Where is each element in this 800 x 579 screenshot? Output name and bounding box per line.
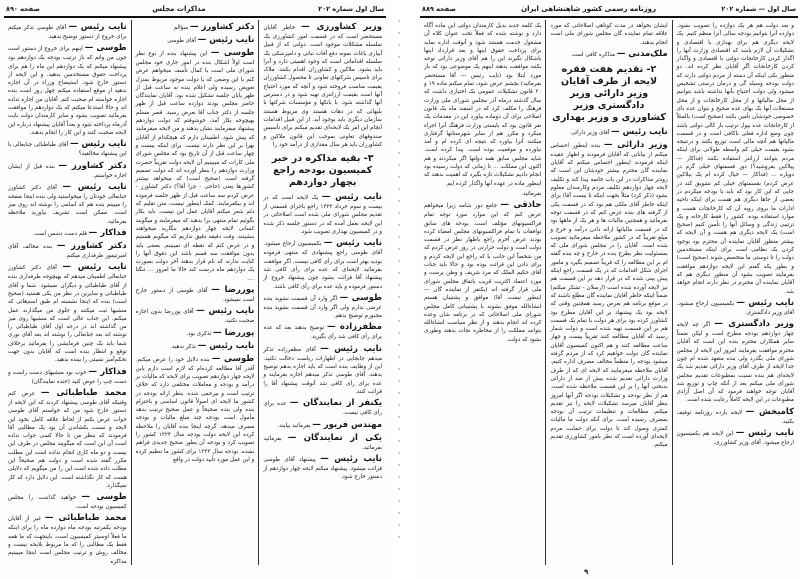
speech-text: آقای وزیر دارائی: [570, 129, 610, 136]
speech-paragraph: [263, 433, 382, 452]
speech-text: و بعد دولت هم هر یک دوازده را تصویب بشود. دوازده آنرا بتوانیم بودجه سالی آنرا منظم کنیم. یک لایحه دیگری هم برای بهداری با اقتصادی و تشکیلات آن لازم باشد که اقتصادی وزارت آنها را اگذار کردن کارخانجات دولتی با اقتصادی و واگذار کردن کارخانجات اگر آقایان نظر کرده اند. دو منظور یکی اینکه آن دسته از مردم دولتی دارند که دولت بودجه وسیله گی و درمان درستی تشخیص میشود ولی دولت احتیاج بآنها نداشته باشد بتوانیم از محل مالیاتها و از محل کارخانجات و از محل مستغلات آنها یک بهای عده صحیح و بتوان عده بای خصوصی خودشان تأمین بکنند (صحیح است) بالمثلاً از کارخانجات عده بپول ترتیب بار کالی دولتی باشد چون وضع اداره فعلی ناکافی است و در قسمت مالیاتها هم آنچه مالی است توزیع بکنند و درنتیجه بشود بقیمت خیلی کم واسطه طولانی برای اینکه مردم بتوانند ارزانتر استفاده بکنند (فداکار — پیلاکین بفروشید؟) دور قسمتهای خیلی گرم در دوپاره ... (فداکار — خیال کرده ام یک بیلاکین عرض کردم) بقسمتهای خیلی کم تشویق کند در جایی که این کار بود که باید با بودجه میکردم در بعضی از جاها دیگری هم هست برای اینکه ناحیه ادارات ما بروی رویه آن که کارخانجات هست و موارد استفاده بوده. کشور را فقط کارخانه و یک ترتیبی زندگی و وسائل آنها را تأمین کنیم (صحیح است) یک لایحه دیگری هم هست و آن لایحه که بیشتر منظور آقایان نماینده آن محترم بود بوجود کردن یک نظامی است برای اینکه مستخدمین دولت را تا دوستی ما متخصص شوند (صحیح است) و بطور یکه گفتم این لایحه دوازدهم موافقت بفرمایند تصویب بشود آن منظور دیگری هم که آقایان نماینده آن محترم در نظر دارند انجام خواهد شد.: [676, 23, 794, 295]
speaker-name: محمد طباطبائی —: [44, 513, 127, 524]
speech-text: بکمیسیون ارجاع میشود. آقای طوسی راجع پیشنهادی که منتهی فرموده بودید بهتر است برای رأی کافی نیست. اگر موافقت بفرمائید لایحه‌ای که عده برای رأی کافی شد پیشنهاد آقا قرائت بشود چون پیشنهاد خروج از دستور فرموده و باید عده برای رأی کافی باشد.: [263, 241, 382, 290]
speaker-name: نایب رئیس —: [197, 35, 255, 45]
speaker-name: مهندس فریور —: [312, 419, 382, 430]
speech-text: پیشنهاد آقای طوسی قرائت میشود. پیشنهاد میکنم لایحه چهار دوازدهم از دستور خارج شود.: [263, 456, 382, 481]
speech-text: خوب بود منشیهای دست راست و دست چپ را عوض کنید (خنده نمایندگان): [7, 369, 127, 385]
speech-text: آقای دکتر کشاورز جنابعالی اطمینان میدهم که بهیچوجه طرفداری بنده از آقای طباطبائی و دیگران نمیشود. شما و آقای طباطبائی و سایرین در نظر من یکی هستید (صحیح است) بنده که اینجا نشسته ام طبق اسم‌هائی که منشیها ثبت میکنند و جلوی من میگذارند عمل میکنم. این جناب عالی است که منشیها روی میز من گذاشته اند در درجه اول آقای طباطبائی را نوشته اند بعد جنابعالی را نوشته اند بعد آقای نوری شما باید یک چنین فرمایشی را بفرمائید برخلاف توقع و انتظار بنده است که آقایان بدون جهت تحکم‌آمیز نسبتی را بینده بدهید.: [7, 265, 127, 364]
speech-paragraph: [8, 492, 127, 511]
agenda-heading: ۳- بقیه مذاکره در خبر کمیسیون بودجه راجع بچهار دوازدهم: [271, 153, 374, 189]
speaker-name: نایب رئیس —: [68, 22, 127, 32]
left-running-header: [6, 3, 384, 15]
speech-paragraph: [136, 35, 255, 46]
page-gutter: [388, 0, 416, 579]
speech-paragraph: [8, 513, 127, 565]
speech-paragraph: [8, 139, 127, 158]
speech-text: آقای طوسی تذکر میکنم برای خروج از دستور توضیح بدهید.: [7, 25, 127, 40]
speech-text: بکمیسیون ارجاع میشود. آقای وزیر دادگستری.: [676, 300, 794, 316]
text-column: [673, 20, 798, 565]
speaker-name: نایب رئیس —: [196, 306, 255, 317]
speech-text: یک کلمه جدید بدیل کارمندان دولتی این ماده آگاه دارد و نوشته شده که فعلاً تحت عنوان کلاه آن مشغول خدمت هستند شود و آنوقت اداره نماید برای پرداخت حقوق اینها و بعد قرارداد اینها باشکال نگیرند این را هم آقای وزیر دارائی توجه بکنند موافقت بدهند اینهم یک موضوعی بود که باز مورد ابتلا بود (نایب رئیس — آقا مستحضر بفرمائید) بچشم عرض شود، تمام میکنم ماده ۱۹ و ۲۰ قانون تشکیلات عمومی یک اختیاری داشت که سال گذشته درماه آذر مجلس شورای ملی وزارت فرهنگ را مکلف کرد که در اسفند ماه یک قانون اصلاحی برای آن دوماده بیاورد این در مقدمات یک نفر قانون بود که بایستی وزارت فرهنگ آنرا اجراء میکرد و مکرر هم از سایر شهرستانها گرفتاری میکنند آنرا بیاورد که نتیجه ای کرده ام و آمد نیاورده و موقعیت بوده است. پیدا کرده است. شاید مجلس سابق همه دولتها اگر میکردند و هم اکنون این مملکت ... تا زمانی که دولت رسیده بود انجام دادیم تشکیلات تازه بگیرد که اهمیت بدهند که اینطور ماده در عهده آنها واگذار کرده ایم.: [424, 23, 542, 187]
speech-text: بنده مخالف آقای امیرتیمور طرفداری میکنم.: [7, 244, 127, 260]
speech-paragraph: [8, 22, 127, 41]
text-column: [259, 20, 386, 565]
speech-paragraph: [136, 48, 255, 283]
speaker-name: دکتر کشاورز —: [58, 160, 127, 171]
speech-paragraph: [677, 319, 794, 405]
speech-text: بنده دلایل خود را عرض میکنم. آقدر آقا مطالعه کرده‌ام که لازم است دارم باین لایحه چهار دوازدهم تصویب برای لایحه که مالیات بر درآمد و بودجه و معاملات مختلفی دارد که خلاف ترتیب است و بیرحمی شده. بنظر ارائه بودجه در کشور ما لایحه ای اصولاً قانون اساسی و باحترام بنده ولی بنده صحیحاً و عمل صحیح ترتیب بدهد مأمول است بودجه چند مبلغ مالیات و بودجه مصرف میدهد. گرچه اینجا بنده آقایان را ملاحظه کرده این لایحه دولت بودجه سال ۱۳۲۴ کشور را تصویب کرد و بودجه آن بطور صحیح جدیدی فراهم نشده. بودجه سال ۱۳۲۳ برای کشور ما تنظیم کرده و این عمل مورد تأیید دولت در واقع: [135, 356, 255, 463]
speech-text: آقای طوسی: [167, 38, 196, 44]
speech-paragraph: [8, 367, 127, 386]
speaker-name: نایب رئیس —: [735, 428, 795, 439]
text-paragraph: [424, 190, 541, 198]
speech-text: آقای طوسی از دستور خارج است نمیشود.: [135, 288, 255, 304]
left-columns: [4, 20, 386, 565]
speech-text: غیر از آقایان بودجه یکمرتبه بودجه ماه دوازده ماه را برای اینکه ما فعلاً اوسیتر کمیسیون است. باینجهت که ما همه فقط یک مطالبی را که ما مربوط بلایحه نیست و مخالف روش و ترتیب مجلس است اینجا میبینیم مذاکره: [7, 516, 127, 565]
speech-text: آقای مظفرزاده تذکر میدهم جابجایی در اظهارات ریاست دخالت نکنید. این از وظایف بنده است که باید اجازه بدهم توضیح بدهند. آقای طوسی تذکر میدهم اجازه بفرمایند و عده برای رأی کافی شد آنوقت پیشنهاد آقا را قرائت کنند.: [263, 346, 382, 395]
text-column: [132, 20, 260, 565]
speech-paragraph: [8, 43, 127, 137]
speaker-name: نایب رئیس —: [197, 340, 255, 351]
speech-paragraph: [136, 22, 255, 33]
speaker-name: نایب رئیس —: [321, 192, 383, 203]
right-columns: [420, 20, 798, 565]
speaker-name: کامبخش —: [745, 406, 795, 417]
left-page-label: صفحه ۸۹۰: [6, 5, 40, 13]
right-page: [416, 0, 800, 579]
speech-text: خواهید گذاشت را مجلس کمیسیون بودجه است.: [7, 495, 127, 511]
speech-paragraph: [136, 306, 255, 325]
speech-paragraph: [136, 341, 255, 352]
speaker-name: نایب رئیس —: [736, 297, 795, 308]
speech-paragraph: [136, 328, 255, 339]
text-paragraph: [550, 22, 667, 47]
speech-text: تذکر ندهید.: [170, 343, 196, 350]
header-rule: [420, 16, 798, 18]
speech-paragraph: [550, 140, 667, 450]
agenda-heading: ۲- تقدیم هفت فقره لایحه از طرف آقایان وزیر دارائی وزیر دادگستری وزیر کشاورزی و وزیر بهداری: [552, 63, 666, 123]
right-page-label: صفحه ۸۸۹: [422, 5, 456, 13]
speech-text: بفرمائید.: [521, 190, 542, 197]
left-section-title: مذاکرات مجلس: [152, 5, 206, 13]
left-issue-label: سال اول شماره ۲۰۲: [318, 5, 384, 13]
speech-paragraph: [263, 420, 382, 431]
speech-text: این پیشنهاد بنده از نوع نظر است اولاً اشکال بنده در امور جاری خود مجلس شورای ملی است با کمال تأسف میخواهم عرض کنم با این وضعی که با دولت موجود مربوط بمنزل تعویض رسیده ولی اعلام بنده نه ساعت قبل از ظهر پایان جلسه تشکیل شده بود. آقایان نمایندگان حاضر مجلس بودند دوازده ساعت قبل از ظهر جلسه از دکتر جناب آقا بعرض رسید. قصر مسلم بهیچوجه بکار آمد، خوشوقتم که دولت دوازدهم پیشنهاد میفرمایند نشان بدهند و من لایحه میفرمایند که پیش شود. اطمینان دارم که هیچکدام از آقایان بهرا بر این نظر دارند نیست. برای اینکه بیست و چهار ساعت قبل از آن تاریخ بود که مجلس شورای ملی کارات که میبینیم آن لایحه دولت تقریباً حضرت وزارت دوازدهم را بنظر آورده اند که دولت تصمیم گرفته است (صحیح است) که میخواهد بیشتر کشورها یعنی (حاجی - چرا آقا؟) دکتر کشاورز - عرض کردم سه ساعت قبل از ظهر جلسه فرموده اند و بیکفرمایند. کمک اینطور نیست، متن تقلیم که دلم شعر میکنم آقایان عمل این نیست. باید بکار بگوئیم تمام منتهی برا بدهید که میفرمایند و میگویند کسانی لایحه چهار دوازدهم بنگارید میخواهند بنشینند. وقت دقیقه دقیق نداریم که میگویم هستیم و در عرض کنم که نقطه ای نمیبینم. بعضی باید بدون موافقت سه قسم باشد این دفوق آنها را کنایت ندارند که نام قرار بدهند آخر دولت بصورت یک دوازدهم ماه درست کند حالا ما امروز ... تنگنا ....: [135, 51, 255, 282]
speech-text: جامع دور شامه زیرا میخواهم عرض کنم که این موارد مورد توجه تمام فراکسیونهای مؤتلف است. بودجه های سابق توافقات با تمام فراکسیونهای مجلس امضاء کرده بودند عرض آخرم راجع باظهار نظر در قسمت دولت است و دولت حرارتی در روز عرض کردم که من شخصاً این جانب با که راجع این لایحه کردم و برای دادن این قرائت بوده بود و حالا باید جناب آقای حکیم الملک که مرد شریف و وطن پرست و مورد اعتماد اکثریت قریب باتفاق مجلس شورای ملی قرار گرفته اند (یکنفر از نماینده گان — اینطور نیست آقا) موافق و پشتیبان هستم انشاءالله موفق بشوند با پشتیبانی کامل مجلس شورای ملی اصلاحاتی که در برنامه شان وعده کرده اند انجام بدهند و از نظر سیاست انشاءالله بتوانند مملکت را از مخاطره نجات بدهند وطوری بشود که دولت: [424, 203, 542, 343]
speech-text: قلم دست دشمن است.: [32, 231, 87, 238]
speech-text: بفرمائید بفرمائید.: [263, 435, 382, 451]
speaker-name: وزیر دادگستری —: [714, 319, 794, 330]
speaker-name: پوررضا —: [211, 285, 255, 296]
speech-paragraph: [677, 298, 794, 317]
speech-text: اگر وارد آن قسمت نشوید بنده عرضی ندارم ولی اگر وارد آن قسمت بشوید بنده مجبورم توضیح بدهم.: [263, 295, 382, 320]
speaker-name: دکتر کشاورز —: [189, 22, 255, 32]
speaker-name: محمد طباطبائی —: [40, 387, 127, 398]
speech-paragraph: [550, 127, 667, 138]
speaker-name: طوسی —: [81, 492, 127, 503]
speaker-name: نایب رئیس —: [62, 181, 127, 192]
binding-holes: [398, 20, 400, 540]
speech-paragraph: [263, 293, 382, 321]
speech-text: بنده قبل از ایشان اجازه خواستم.: [7, 163, 127, 179]
speech-text: بفرمائید بیایند.: [277, 422, 311, 429]
speech-paragraph: [263, 192, 382, 236]
speech-paragraph: [677, 428, 794, 447]
speaker-name: وزیر کشاورزی —: [301, 22, 382, 32]
text-column: [420, 20, 546, 565]
speech-text: بنده اینطور احساس میکنم از بیاناتی که آقایان فرمودند و اظهار عقیده اینکه فرمودند اینطور احساس میکنم که آقایان نماینده گان محترم بیشتر خودشان این است که زودتر مذاکرات در این باب خاتمه پیدا کند و تکلیف لایحه چهار دوازدهم تکلیف مردم وکارمندان معلوم بشود (ذکر کرد) مثلاً بجهت اینکه تا بیست آقا) برای اینکه خاطر آقای ملکی هم بود که در قسمت یکی از گرفته های بنده عرض کنم که در قسمت توجه بفرمائید و همچنین مالیات ها و هر یک از ماهها بود که در قسمت مالیاتها ارائه دادن درآمد و خرج و مبلغ تقریباً که در کشور ملاحظه میفرمائید تصویب شده است. آقایان را در مجلس شورای ملی که بمسئولیت نظر بطرح بنده در خارج و چه بنده گفته ام بر این مطالعه را که قریباً تصمیم بگیرد و مامور اجرای شکل اقدامات که در یک قسمت راجع اینکه پیش بینی شده که در قرار دهد بر این قسمت هم نیز لایحه آورده شده است (ارسلان - تشکر میکنم) ضمناً اینکه خاطر آقایان نماینده گان مطلع باشند که در موقع برنامه هم بعرض رسید همچنین وقتی که لایحه بود یک پیشنهاد بر این آقایان مطرح بود کشاورز کرده بود برای هر دولت با تمام یک قسمت هم بر این قسمت تهیه شده است و دولت شمار رسید که آقایان مطالعه کنند تقریباً بیست و چهار ساعت مطالعه کنند و هم اکنون کمیسیون آقایان نماینده گان دولت خواهیم کرد که از مردم گرفته میشود بودجه را منظماً مخالف مصرف اداره کنیم. آقایان ملاحظه میفرمایند که لایحه ای که از طرف وزارت دارائی تقدیم شده بیش از صد از دارائی بدبختی آنها را بر این قسمت ملاحظه شده است. هم از نظر بودجه و تشکیلات بودجه اگر آنها امروز بنظر آقایان میرسد تشکیلات لایحه را نیز تقدیم میکنم. مطالعات و تنظیمات ترتیب آن بودجه بمصرف رسیده است. برای آنکه دولت ما مالیات کمتری وصول کند تا دولت برای حمایت مردم لایحه‌ای آورده است که نظر بامور کشاورزی تقدیم میکنم.: [550, 142, 668, 449]
speaker-name: فداکار —: [88, 228, 127, 239]
speech-paragraph: [263, 322, 382, 341]
speech-paragraph: [263, 398, 382, 417]
header-rule: [4, 16, 386, 18]
text-paragraph: [677, 22, 794, 296]
right-issue-label: سال اول — شماره ۲۰۲: [721, 5, 796, 13]
speaker-name: دکتر کشاورز —: [56, 241, 127, 252]
speech-paragraph: [136, 285, 255, 304]
speech-text: ایشان بخواهد در مدت کوتاهی اصلاحاتی که مورد علاقه تمام نماینده گان مجلس شورای ملی است انجام بدهند.: [550, 23, 668, 46]
speech-paragraph: [263, 344, 382, 396]
speaker-name: نایب رئیس —: [611, 126, 668, 137]
speaker-name: طوسی —: [211, 353, 255, 364]
speech-text: توضیح بدهند بعد که عده برای رأی کافی شد رأی بگیرید.: [263, 325, 382, 341]
speech-paragraph: [8, 241, 127, 260]
speech-text: آقای دکتر کشاورز جنابعالی خودتان را میخواستید ولی بنده اینجا صفحه را میبینم بنده هم که اسامی را نوشته اند روی میز است. ممکن است تشریف بیاورید ملاحظه بفرمائید.: [7, 184, 127, 225]
speaker-name: نایب رئیس —: [62, 262, 127, 273]
speech-text: یک لایحه است که در بیست و سوم خرداد ۱۳۲۲ راجع باجرای قسمتی از تقدیم مجلس شورای ملی شده است اصلاحاتی در این لایحه بعمل آمده که در دستور جلسه ذکر شده و در کمیسیون بهداری تصویب شود.: [263, 195, 382, 236]
speech-text: مذاکره کافی است: [571, 51, 616, 58]
speech-text: خاطر آقایان مستحضر است که در قسمت امور کشاورزی یک سلسله مشکلات موجود است. دولتی که از قبیل آبیاری باغات نمونه دفع آفات نباتی و دامپزشکی یک سلسله اقداماتی است که وجود اهمیتی دارد و آنرا باید بشود. ملاکین و کشاورزان اقدام بکنند. ملاک برای تاسیس شرکتهای تعاونی تا محصول کشاورزان بقیمت مناسب فروخته شود و آنچه که مورد احتیاج آنها است بقیمت ارزانتری تهیه شود و در دسترس آنها گذاشته شود. با بانکها و مؤسسات شرکتها با بلیهائی که در دهات هستند وی مربوط هستند سازمان دیگری باید بوجود آید. از این قبیل اقدامات انجام این امر یک لایحه‌ای تقدیم میکنم برای تأسیس صندوقهای تعاونی بموجب این قانون ملاکین و کشاورزان باید هر سال مقداری از درآمد خود را: [263, 25, 382, 148]
speech-paragraph: [8, 182, 127, 226]
speaker-name: طوسی —: [84, 43, 127, 54]
right-running-header: [422, 3, 796, 15]
left-page: [0, 0, 388, 579]
speech-text: اینهم برای خروج از دستور است چون من وانم که باز ترتیب بودجه یک دوازدهم بود پیشنهاد میکنم که یک دوازدهم این ماه را هم برای پرداخت حقوق مستخدمین بدهید. و این لایحه از دستور خارج شود. استیضاح وزراء در آن اجازه بدهید از موقع استفاده میکنم چهل روز است بنده اجازه خواسته ام صحبت کنم. آقایان من اجازه نداده اند و حالا استدعا میکنم که یک دوازدهم را موافقت بفرمائید تصویب بشود و سایر کارمندان دولت بابت آذرماه پرداخته شود و بعداً آقایان پیشنهاد درباره این لایحه صحبت کنند و این کار را انجام بدهند.: [7, 46, 127, 136]
speaker-name: وزیر دارائی —: [603, 139, 668, 150]
speech-text: تذکری بود.: [186, 330, 212, 337]
speaker-name: حاذقی —: [500, 200, 542, 211]
speaker-name: یکی از نمایندگان —: [287, 432, 382, 443]
text-column: [546, 20, 672, 565]
speaker-name: فداکار —: [88, 366, 127, 377]
page-number: ۹: [584, 568, 589, 576]
text-paragraph: [424, 22, 541, 188]
right-section-title: روزنامه رسمی کشور شاهنشاهی ایران: [521, 5, 657, 13]
speech-paragraph: [550, 49, 667, 60]
speech-text: سؤالم: [173, 25, 189, 31]
speaker-name: پوررضا —: [213, 327, 255, 338]
speaker-name: یکنفر از نمایندگان —: [289, 398, 383, 409]
speech-paragraph: [677, 407, 794, 426]
speech-paragraph: [8, 388, 127, 490]
speaker-name: نایب رئیس —: [320, 343, 382, 354]
speaker-name: نایب رئیس —: [69, 139, 127, 150]
speech-paragraph: [424, 200, 541, 344]
speaker-name: طوسی —: [210, 48, 255, 58]
speech-text: عرض کنم وقتیکه آقای طوسی پیشنهاد کردند که این لایحه از دستور خارج شود من که خواستم آقای طوسی جواب عرض بکنم از لحاظ علاقه کامل بخود این لایحه و نسبت بکشاندن آن بود یک مطالبی آقا فرمودند که بنظر من تا حالا کسی جواب نداده است آن این است که میگویند مجلس در طرف این بیست و دو ماه کاری انجام نداده است این مطلب مکرر گفته شده است و دولت هم صحیحاً این مطلب داده شده است این را من میگویم که دلایلی هست که کار نگذاشته است. این دلایل دارد که کار نمیگذارد.: [7, 390, 127, 489]
speech-paragraph: [263, 238, 382, 290]
speech-text: لایحه یازده روزنامه توقیف بکنید.: [676, 409, 794, 425]
speech-text: آقای پوررضا بدون اجازه صحبت نکنید.: [135, 309, 255, 325]
speaker-name: مظفرزاده —: [327, 322, 382, 333]
speech-paragraph: [8, 161, 127, 180]
speech-text: آقای طباطبائی جنابعالی با این پیشنهاد مخالفید؟: [7, 142, 127, 158]
speaker-name: طوسی —: [339, 292, 382, 303]
speaker-name: ملک‌مدنی —: [616, 48, 668, 59]
speech-paragraph: [8, 262, 127, 364]
speech-text: این لایحه هم بکمیسیون ارجاع میشود. آقای وزیر کشاورزی.: [676, 431, 794, 447]
text-column: [4, 20, 132, 565]
speech-paragraph: [263, 22, 382, 149]
speaker-name: نایب رئیس —: [323, 238, 383, 249]
speaker-name: نایب رئیس —: [320, 453, 382, 464]
speech-paragraph: [8, 228, 127, 239]
speech-paragraph: [263, 454, 382, 482]
speech-paragraph: [136, 354, 255, 465]
speech-text: اگر چه لایحه چهار دوازدهم بودجه مطرح است و لیکن ضمناً سایر همکاران محترم بنده این است که آقایان محترم موافقت بفرمایند امروز این لایحه از مجلس شورای ملی بگذرد ولی بنده متعهد شده ام چون جدا لایحه از طرف آقای وزیر دارائی تقدیم شد یک لایحه‌ای هم بنده نسبت بمطبوعات تقدیم مجلس شورای ملی میکنم بعد از آنکه چاپ و توزیع شد آقایان توجه خواهند فرمود که آن اصل آزادی مطبوعات در این لایحه کاملاً رعایت شده است.: [676, 322, 794, 404]
speech-text: عده برای رأی کافی نیست.: [263, 401, 382, 417]
